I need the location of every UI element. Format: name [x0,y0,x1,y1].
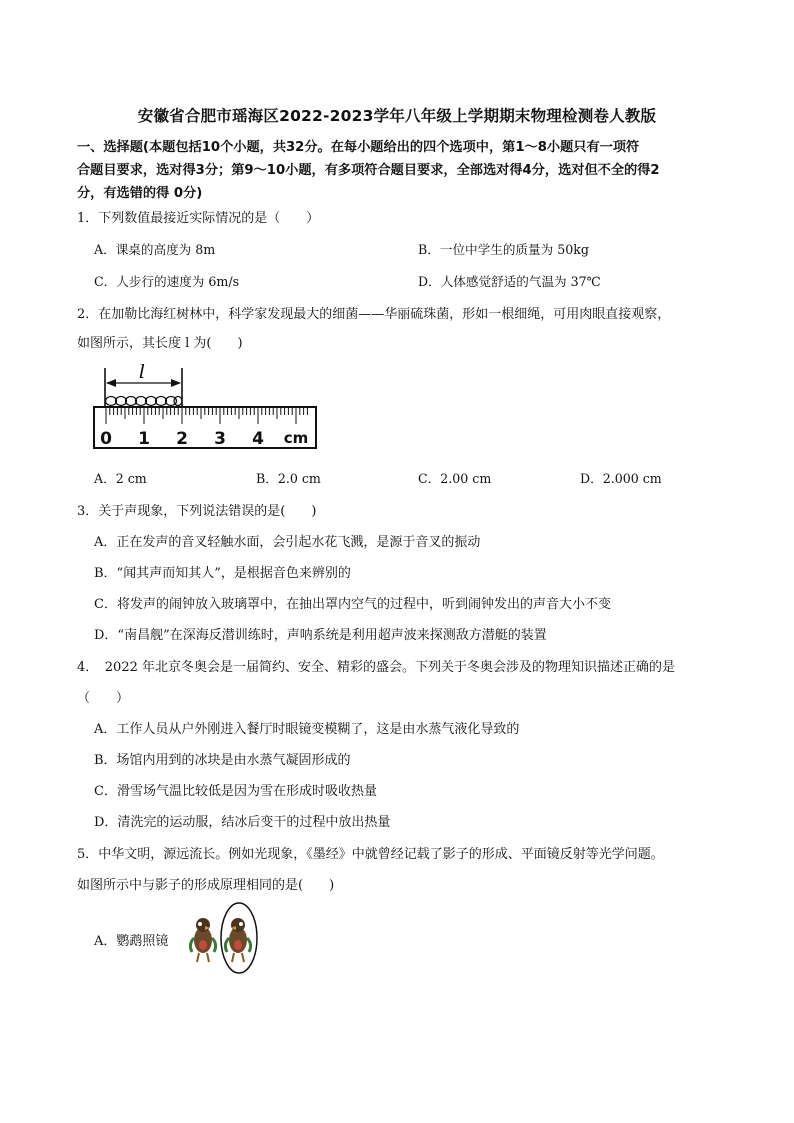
question-1-option-c: C．人步行的速度为 6m/s [94,274,240,289]
question-3-option-c: C．将发声的闹钟放入玻璃罩中，在抽出罩内空气的过程中，听到闹钟发出的声音大小不变 [94,597,611,612]
question-5-option-a: A．鹦鹉照镜 [94,934,169,949]
question-4-option-c: C．滑雪场气温比较低是因为雪在形成时吸收热量 [94,784,377,799]
question-3-option-a: A．正在发声的音叉轻触水面，会引起水花飞溅，是源于音叉的振动 [94,535,481,550]
question-3-option-b: B．“闻其声而知其人”，是根据音色来辨别的 [94,566,351,581]
bacterium-chain [106,397,183,406]
ruler-figure [92,364,320,450]
question-5-stem-line-2: 如图所示中与影子的形成原理相同的是( ) [77,878,335,893]
question-4-option-d: D．清洗完的运动服，结冰后变干的过程中放出热量 [94,815,391,830]
question-1-option-b: B．一位中学生的质量为 50kg [418,242,589,257]
question-3-stem: 3．关于声现象，下列说法错误的是( ) [77,504,317,519]
ruler-label-4: 4 [252,429,264,449]
section-heading [77,136,767,205]
ruler-unit: cm [283,429,309,447]
question-1-stem: 1．下列数值最接近实际情况的是（ ） [77,211,320,226]
question-2-option-a: A．2 cm [94,471,147,486]
section-heading-line-2: 合题目要求，选对得3分；第9～10小题，有多项符合题目要求，全部选对得4分，选对但不全的得2 [77,163,660,178]
ruler-label-2: 2 [176,429,188,449]
question-2-stem-line-1: 2．在加勒比海红树林中，科学家发现最大的细菌——华丽硫珠菌，形如一根细绳，可用肉眼直接观察， [77,307,671,322]
section-heading-line-1: 一、选择题(本题包括10个小题，共32分。在每小题给出的四个选项中，第1～8小题只有一项符 [77,140,640,155]
parrot-mirror-image [186,900,266,976]
question-5-stem-line-1: 5．中华文明，源远流长。例如光现象，《墨经》中就曾经记载了影子的形成、平面镜反射等光学问题。 [77,847,664,862]
question-2-option-d: D．2.000 cm [580,471,662,486]
question-4-stem-line-1: 4． 2022 年北京冬奥会是一届简约、安全、精彩的盛会。下列关于冬奥会涉及的物理知识描述正确的是 [77,660,675,675]
page-title: 安徽省合肥市瑶海区2022-2023学年八年级上学期期末物理检测卷人教版 [137,107,657,125]
question-4-option-a: A．工作人员从户外刚进入餐厅时眼镜变模糊了，这是由水蒸气液化导致的 [94,722,520,737]
parrot-reflection-icon [225,918,250,962]
section-heading-line-3: 分，有选错的得 0分) [77,186,203,201]
ruler-label-3: 3 [214,429,226,449]
question-1-option-a: A．课桌的高度为 8m [94,242,216,257]
question-2-option-b: B．2.0 cm [256,471,321,486]
parrot-icon [190,918,215,962]
question-4-stem-line-2: （ ） [77,691,130,706]
question-1-option-d: D．人体感觉舒适的气温为 37℃ [418,274,601,289]
ruler-label-1: 1 [138,429,150,449]
question-2-stem-line-2: 如图所示，其长度 l 为( ) [77,336,243,351]
question-4-option-b: B．场馆内用到的冰块是由水蒸气凝固形成的 [94,753,351,768]
ruler-label-0: 0 [100,429,112,449]
length-label: l [138,364,146,383]
question-3-option-d: D．“南昌舰”在深海反潜训练时，声呐系统是利用超声波来探测敌方潜艇的装置 [94,628,547,643]
question-2-option-c: C．2.00 cm [418,471,492,486]
